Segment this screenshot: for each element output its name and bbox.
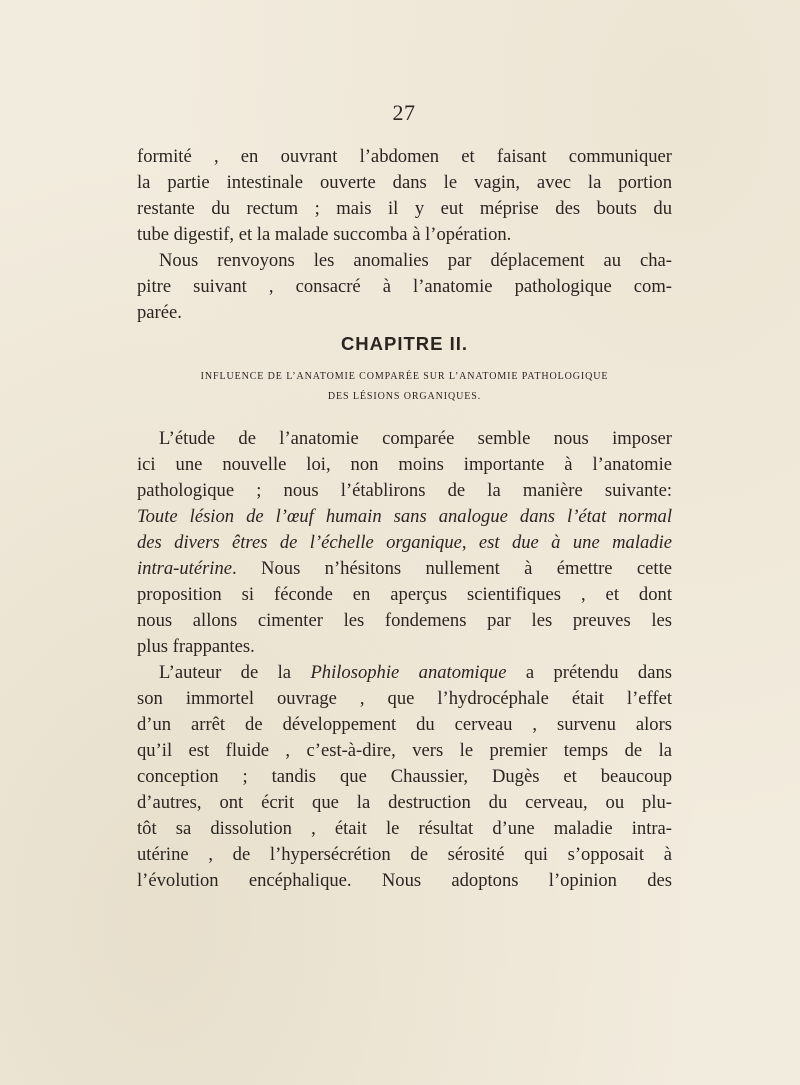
text-span: . Nous n’hésitons nullement à émettre cette <box>232 558 672 579</box>
text-line: l’évolution encéphalique. Nous adoptons l’opinion des <box>137 870 672 891</box>
page-number: 27 <box>392 100 416 125</box>
text-block-top <box>137 144 672 326</box>
text-line: parée. <box>137 302 182 323</box>
chapter-title: CHAPITRE II. <box>340 333 469 354</box>
text-line: pitre suivant , consacré à l’anatomie pathologique com- <box>137 276 672 297</box>
text-line: L’étude de l’anatomie comparée semble nous imposer <box>159 428 672 449</box>
text-line: Nous renvoyons les anomalies par déplacement au cha- <box>159 250 672 271</box>
text-line: proposition si féconde en aperçus scientifiques , et dont <box>137 584 672 605</box>
text-line: d’autres, ont écrit que la destruction du cerveau, ou plu- <box>137 792 672 813</box>
text-span: , <box>461 532 479 553</box>
italic-span: est due à une maladie <box>478 532 672 553</box>
text-line: formité , en ouvrant l’abdomen et faisant communiquer <box>137 146 672 167</box>
text-line: restante du rectum ; mais il y eut méprise des bouts du <box>137 198 672 219</box>
text-line: plus frappantes. <box>137 636 255 657</box>
text-line: qu’il est fluide , c’est-à-dire, vers le premier temps de la <box>137 740 672 761</box>
italic-line: Toute lésion de l’œuf humain sans analogue dans l’état normal <box>137 506 672 527</box>
text-line: nous allons cimenter les fondemens par les preuves les <box>137 610 672 631</box>
text-span: a prétendu dans <box>506 662 672 683</box>
text-line <box>137 530 672 556</box>
text-span: L’auteur de la <box>159 662 311 683</box>
chapter-subtitle: INFLUENCE DE L’ANATOMIE COMPARÉE SUR L’ANATOMIE PATHOLOGIQUE <box>200 371 609 382</box>
text-line <box>137 660 672 686</box>
text-line: ici une nouvelle loi, non moins importante à l’anatomie <box>137 454 672 475</box>
italic-span: intra-utérine <box>137 558 233 579</box>
text-line: pathologique ; nous l’établirons de la manière suivante: <box>137 480 672 501</box>
italic-span: des divers êtres de l’échelle organique <box>137 532 462 553</box>
text-line: tube digestif, et la malade succomba à l’opération. <box>137 224 512 245</box>
text-line: son immortel ouvrage , que l’hydrocéphale était l’effet <box>137 688 672 709</box>
chapter-subtitle: DES LÉSIONS ORGANIQUES. <box>327 391 482 402</box>
text-line: utérine , de l’hypersécrétion de sérosité qui s’opposait à <box>137 844 672 865</box>
text-line <box>137 556 672 582</box>
text-block-body <box>137 426 672 894</box>
text-line: d’un arrêt de développement du cerveau , survenu alors <box>137 714 672 735</box>
text-line: tôt sa dissolution , était le résultat d’une maladie intra- <box>137 818 672 839</box>
text-line: conception ; tandis que Chaussier, Dugès et beaucoup <box>137 766 672 787</box>
text-line: la partie intestinale ouverte dans le vagin, avec la portion <box>137 172 672 193</box>
italic-span: Philosophie anatomique <box>310 662 507 683</box>
